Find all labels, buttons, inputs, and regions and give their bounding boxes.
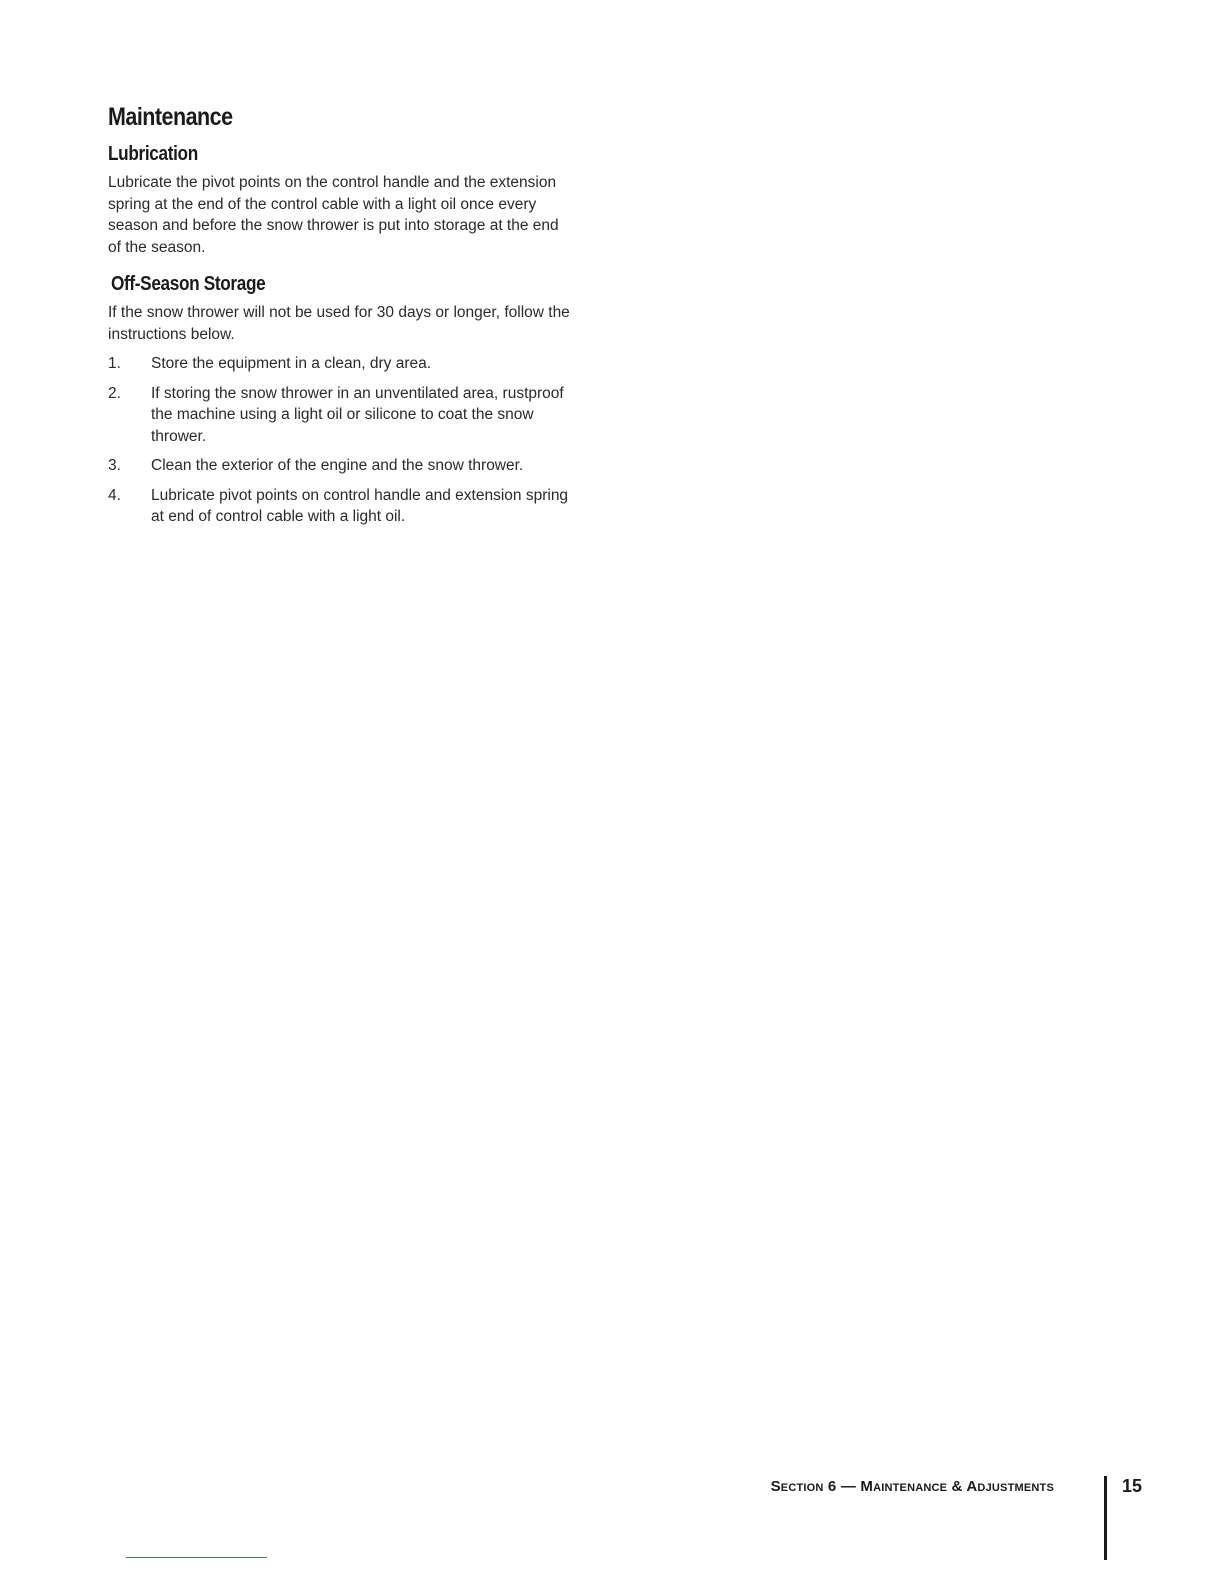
step-text: Clean the exterior of the engine and the snow thrower.	[151, 457, 524, 474]
bottom-decorative-line	[126, 1557, 267, 1558]
storage-intro: If the snow thrower will not be used for 30 days or longer, follow the instructions below.	[108, 304, 570, 343]
storage-steps-list	[108, 353, 596, 528]
lubrication-heading: Lubrication	[108, 143, 198, 165]
storage-heading: Off-Season Storage	[111, 273, 266, 295]
step-number: 1.	[108, 355, 121, 372]
page-heading: Maintenance	[108, 103, 233, 131]
lubrication-paragraph: Lubricate the pivot points on the control handle and the extension spring at the end of the control cable with a light oil once every season and before the snow thrower is put into storage at the end of the season.	[108, 174, 559, 256]
list-item	[108, 353, 596, 375]
list-item	[108, 383, 596, 448]
footer-section-title: Section 6 — Maintenance & Adjustments	[770, 1478, 1054, 1495]
list-item	[108, 455, 596, 477]
list-item	[108, 485, 596, 528]
content-column	[108, 100, 596, 536]
step-number: 4.	[108, 486, 121, 504]
page-number: 15	[1122, 1476, 1143, 1496]
step-text: If storing the snow thrower in an unventilated area, rustproof the machine using a light oil or silicone to coat the snow thrower.	[151, 384, 564, 445]
step-text: Store the equipment in a clean, dry area.	[151, 355, 432, 372]
step-number: 2.	[108, 384, 121, 402]
footer-divider	[1104, 1476, 1107, 1560]
step-number: 3.	[108, 457, 121, 474]
step-text: Lubricate pivot points on control handle and extension spring at end of control cable with a light oil.	[151, 486, 569, 525]
